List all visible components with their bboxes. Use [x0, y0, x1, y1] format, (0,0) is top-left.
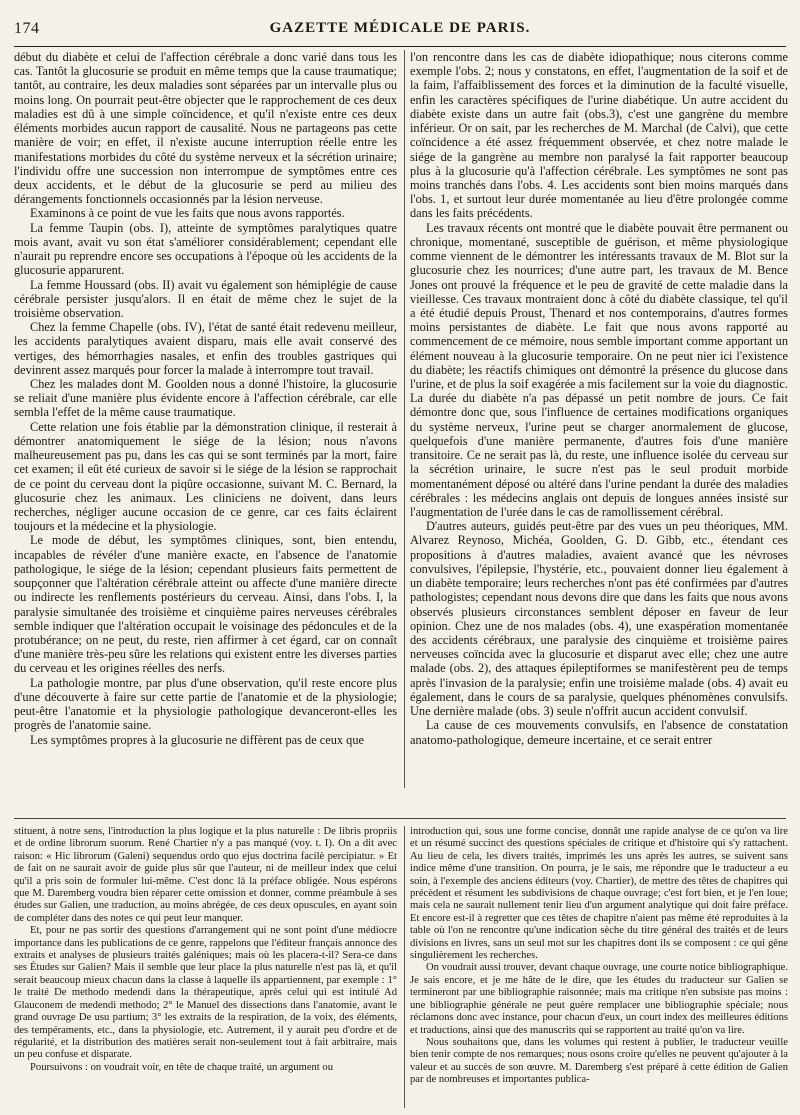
- paragraph: La femme Houssard (obs. II) avait vu également son hémiplégie de cause cérébrale persister jusqu'alors. Il en était de même chez le sujet de la troisième observation.: [14, 277, 397, 320]
- paragraph: Cette relation une fois établie par la démonstration clinique, il resterait à démontrer anatomiquement le siége de la lésion; nous n'avons malheureusement pas pu, dans les cas qui se sont terminés par la mort, faire cet examen; il eût été curieux de savoir si le siége de la lésion se rapprochait de ce point du cerveau dont la piqûre occasionne, suivant M. C. Bernard, la glucosurie chez les animaux. Les cliniciens ne doivent, dans leurs recherches, négliger aucune occasion de ce genre, car ces faits éclairent toujours et la médecine et la physiologie.: [14, 419, 397, 534]
- paragraph: La cause de ces mouvements convulsifs, en l'absence de constatation anatomo-pathologique, demeure incertaine, et ce serait entrer: [410, 718, 788, 747]
- column-divider: [404, 50, 405, 788]
- paragraph: Examinons à ce point de vue les faits que nous avons rapportés.: [30, 206, 345, 221]
- upper-left-column: [14, 50, 397, 788]
- column-divider: [404, 826, 405, 1108]
- paragraph: Les symptômes propres à la glucosurie ne diffèrent pas de ceux que: [30, 732, 364, 747]
- paragraph: Chez les malades dont M. Goolden nous a donné l'histoire, la glucosurie se reliait d'une manière plus évidente encore à l'affection cérébrale, car elle sembla l'effet de la même cause traumatique.: [14, 377, 397, 420]
- paragraph: La pathologie montre, par plus d'une observation, qu'il reste encore plus d'une découverte à faire sur cette partie de l'anatomie et de la physiologie; peut-être l'anatomie et la physiologie pathologique devanceront-elles les progrès de l'anatomie saine.: [14, 675, 397, 733]
- paragraph: Poursuivons : on voudrait voir, en tête de chaque traité, un argument ou: [30, 1061, 333, 1073]
- lower-left-column: [14, 826, 397, 1108]
- section-rule: [14, 818, 786, 819]
- upper-right-column: [410, 50, 788, 788]
- paragraph: Nous souhaitons que, dans les volumes qui restent à publier, le traducteur veuille bien tenir compte de nos remarques; nous osons croire qu'elles ne peuvent qu'ajouter à la valeur et au succès de son œuvre. M. Daremberg s'est préparé à cette édition de Galien par de nombreuses et importantes publica-: [410, 1036, 788, 1086]
- paragraph: introduction qui, sous une forme concise, donnât une rapide analyse de ce qu'on va lire et un résumé succinct des questions spéciales de critique et d'histoire qui s'y rattachent. Au lieu de cela, les divers traités, imprimés les uns après les autres, se suivent sans indice même d'une transition. On pourra, je le sais, me répondre que le traducteur a eu soin, à l'exemple des anciens éditeurs (voy. Chartier), de mettre des têtes de chapitres qui précèdent et résument les subdivisions de chaque ouvrage; c'est fort bien, et je l'en loue; mais cela ne saurait nullement tenir lieu d'un argument analytique qui doit faire préface. Et encore est-il à regretter que ces têtes de chapitre n'aient pas même été reproduites à la table où l'on ne rencontre qu'une indication sèche du titre général des traités et de leurs divisions en livres, sans un seul mot sur les chapitres dont ils se composent : ce qui gêne singulièrement les recherches.: [410, 826, 788, 962]
- paragraph: Les travaux récents ont montré que le diabète pouvait être permanent ou chronique, momentané, susceptible de guérison, et même physiologique comme viennent de le démontrer les intéressants travaux de M. Blot sur la glucosurie chez les nourrices; d'une autre part, les travaux de M. Bence Jones ont prouvé la fréquence et le peu de gravité de cette maladie dans la vieillesse. Ces travaux montraient donc à côté du diabète classique, tel qu'il a été étudié depuis Proust, Thenard et nos contemporains, d'autres formes moins persistantes de diabète. Le fait que nous avons rapporté au commencement de ce mémoire, nous semble important comme apportant un élément nouveau à la glucosurie temporaire. On ne peut nier ici l'existence du diabète; les réactifs chimiques ont démontré la présence du glucose dans l'urine, et de plus la soif exagérée a mis facilement sur la voie du diagnostic. La durée du diabète n'a pas dépassé un petit nombre de jours. Ce fait démontre donc que, sous l'influence de certaines modifications organiques du système nerveux, l'urine peut se charger anormalement de glucose, quelquefois d'une manière permanente, d'autres fois d'une manière transitoire. Ce ne serait pas là, du reste, une influence isolée du cerveau sur la sécrétion urinaire, le sucre n'est pas le seul produit morbide momentanément déposé ou altéré dans l'urine pendant la durée des maladies cérébrales : les médecins anglais ont depuis de longues années insisté sur l'augmentation de l'urée dans le cas de ramollissement cérébral.: [410, 220, 788, 519]
- journal-title: GAZETTE MÉDICALE DE PARIS.: [269, 20, 531, 36]
- page-number: 174: [14, 20, 40, 37]
- paragraph: stituent, à notre sens, l'introduction la plus logique et la plus naturelle : De libris propriis et de ordine librorum suorum. René Chartier n'y a pas manqué (voy. t. I). On a dit avec raison: « Hic librorum (Galeni) sequendus ordo quo ejus doctrina facilè percipiatur. » Et de fait on ne saurait avoir de guide plus sûr que l'auteur, ni de meilleur index que celui qu'il a pris soin de formuler lui-même. C'est donc là la préface obligée. Nous espérons que M. Daremberg voudra bien réparer cette omission et donner, comme préambule à ses études sur Galien, une traduction, au moins abrégée, de ces deux opuscules, en ayant soin de compléter dans des notes ce qui peut leur manquer.: [14, 826, 397, 924]
- page-header: [14, 20, 786, 42]
- lower-right-column: [410, 826, 788, 1108]
- paragraph: Le mode de début, les symptômes cliniques, sont, bien entendu, incapables de révéler d'une manière exacte, en l'absence de l'anatomie pathologique, le siége de la lésion; cependant plusieurs faits permettent de soupçonner que l'altération cérébrale atteint ou affecte d'une manière directe ou indirecte les renflements postérieurs du cerveau. Ainsi, dans l'obs. I, la paralysie simultanée des troisième et cinquième paires nerveuses cérébrales semble indiquer que l'altération occupait le voisinage des pédoncules et de la protubérance; on ne peut, du reste, rien affirmer à cet égard, car on connaît d'une manière très-peu sûre les relations qui existent entre les diverses parties du cerveau et les origines réelles des nerfs.: [14, 533, 397, 676]
- paragraph: D'autres auteurs, guidés peut-être par des vues un peu théoriques, MM. Alvarez Reynoso, Michéa, Goolden, G. D. Gibb, etc., étendant ces propositions à d'autres maladies, avaient avancé que les névroses convulsives, l'épilepsie, l'hystérie, etc., pouvaient donner lieu également à un diabète temporaire; leurs recherches n'ont pas été confirmées par d'autres pathologistes; cependant nous devons dire que dans les faits que nous avons observés plusieurs circonstances semblent déposer en faveur de leur opinion. Chez une de nos malades (obs. 4), une exaspération momentanée des accidents cérébraux, une paralysie des cinquième et troisième paires nerveuses coïncida avec la glucosurie et disparut avec elle; chez une autre malade (obs. 2), des attaques épileptiformes se manifestèrent peu de temps après l'invasion de la paralysie; enfin une troisième malade (obs. 4) avait eu également, dans le cours de sa paralysie, quelques phénomènes convulsifs. Une dernière malade (obs. 3) seule n'offrit aucun accident convulsif.: [410, 519, 788, 719]
- header-rule: [14, 46, 786, 47]
- paragraph: La femme Taupin (obs. I), atteinte de symptômes paralytiques quatre mois avant, avait vu son état s'améliorer considérablement; cependant elle n'aurait pu reprendre encore ses occupations à l'époque où les accidents de la glucosurie apparurent.: [14, 220, 397, 278]
- paragraph: début du diabète et celui de l'affection cérébrale a donc varié dans tous les cas. Tantôt la glucosurie se produit en même temps que la cause traumatique; tantôt, au contraire, les deux maladies sont séparées par un intervalle plus ou moins long. On pourrait peut-être objecter que le rapprochement de ces deux maladies est dû à une simple coïncidence, et qu'il n'existe entre ces deux éléments morbides aucun rapport de causalité. Nous ne partageons pas cette manière de voir; en effet, il n'existe aucune interruption réelle entre les manifestations morbides du côté du système nerveux et la sécrétion urinaire; l'individu offre une succession non interrompue de symptômes entre ces deux accidents, et le début de la glucosurie se perd au milieu des dérangements fonctionnels occasionnés par la lésion nerveuse.: [14, 50, 397, 207]
- paragraph: Et, pour ne pas sortir des questions d'arrangement qui ne sont point d'une médiocre importance dans les publications de ce genre, rappelons que l'éditeur français annonce des extraits et analyses de plusieurs traités galéniques; mais où les placera-t-il? Sera-ce dans ses Études sur Galien? Mais il semble que leur place la plus naturelle n'est pas là, et qu'il serait beaucoup mieux chacun dans la classe à laquelle ils appartiennent, par exemple : 1° le traité De methodo medendi dans la thérapeutique, après celui qui est intitulé Ad Glauconem de medendi methodo; 2° le Manuel des dissections dans l'anatomie, avant le grand ouvrage De usu partium; 3° les extraits de la respiration, de la voix, des éléments, des tempéraments, etc., dans la physiologie, etc. Autrement, il y aurait peu d'ordre et de régularité, et la distribution des matières serait non-seulement tout à fait arbitraire, mais un peu confuse et disparate.: [14, 925, 397, 1061]
- paragraph: l'on rencontre dans les cas de diabète idiopathique; nous citerons comme exemple l'obs. 2; nous y constatons, en effet, l'augmentation de la soif et de la faim, l'affaiblissement des forces et la diminution de la faculté visuelle, enfin les caractères spécifiques de l'urine diabétique. Un autre accident du diabète existe dans un autre fait (obs.3), c'est une gangrène du membre inférieur. Or on sait, par les recherches de M. Marchal (de Calvi), que cette coïncidence a été assez fréquemment observée, et chez notre malade le siége de la gangrène au membre non paralysé la fait rapporter beaucoup plus à la glucosurie qu'à l'affection cérébrale. Les symptômes ne sont pas moins tranchés dans l'obs. 4. Les accidents sont bien moins marqués dans l'obs. 1, et surtout leur durée momentanée au lieu d'être prolongée comme dans les faits précédents.: [410, 50, 788, 221]
- paragraph: Chez la femme Chapelle (obs. IV), l'état de santé était redevenu meilleur, les accidents paralytiques avaient disparu, mais elle avait conservé des vertiges, des hémorrhagies nasales, et enfin des troubles gastriques qui devinrent assez marqués pour forcer la malade à interrompre tout travail.: [14, 320, 397, 377]
- paragraph: On voudrait aussi trouver, devant chaque ouvrage, une courte notice bibliographique. Je sais encore, et je me hâte de le dire, que les études du traducteur sur Galien se termineront par une bibliographie raisonnée; mais ma critique n'en subsiste pas moins : une bibliographie générale ne peut guère remplacer une bibliographie spéciale; nous réclamons donc avec instance, pour chacun d'eux, un court index des meilleures éditions et traductions, ainsi que des manuscrits qui se rapportent au traité qu'on va lire.: [410, 962, 788, 1036]
